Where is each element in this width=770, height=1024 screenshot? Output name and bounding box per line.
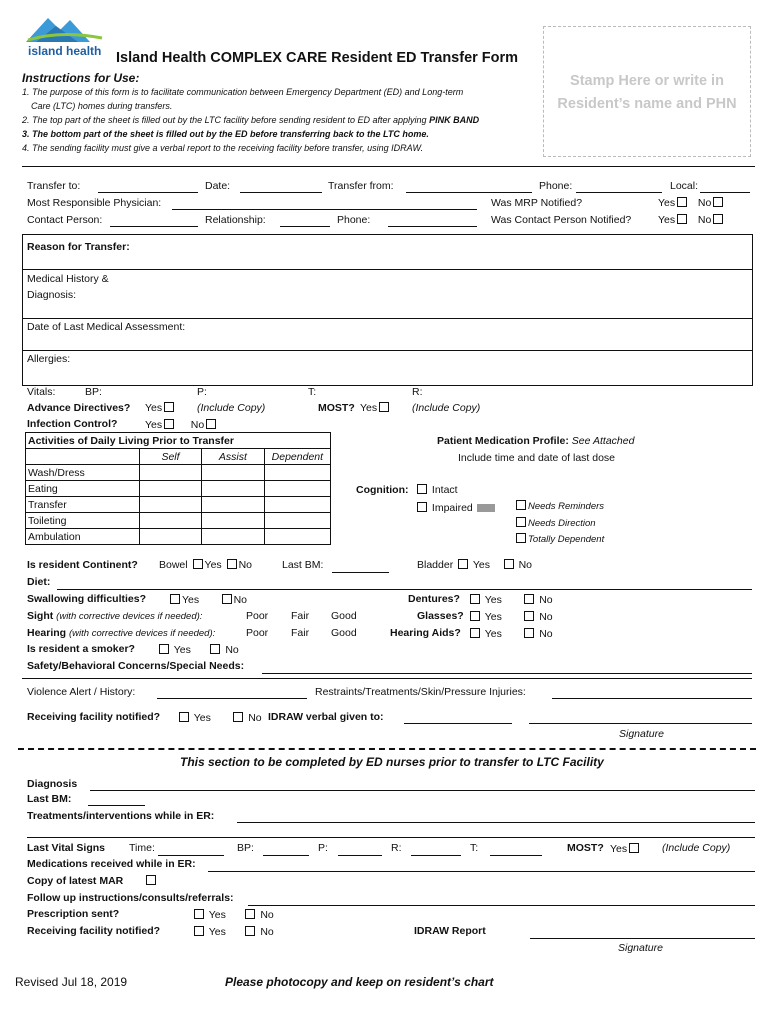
mrp-no-checkbox[interactable] <box>713 197 723 207</box>
vitals-bp-label: BP: <box>85 386 102 398</box>
instruction-1: 1. The purpose of this form is to facilitate communication between Emergency Department (ED) and Long-term <box>22 87 464 97</box>
smoker-options[interactable]: Yes No <box>157 644 239 656</box>
form-title: Island Health COMPLEX CARE Resident ED Transfer Form <box>116 50 519 66</box>
needs-direction[interactable]: Needs Direction <box>514 517 596 529</box>
sight-fair[interactable]: Fair <box>291 610 310 622</box>
ed-p-field[interactable] <box>338 855 382 856</box>
adl-cell[interactable] <box>140 497 202 513</box>
ed-most-include-copy: (Include Copy) <box>662 842 731 854</box>
violence-field[interactable] <box>157 698 307 699</box>
contact-notified-label: Was Contact Person Notified? <box>491 214 632 226</box>
ed-prescription-label: Prescription sent? <box>27 908 120 920</box>
ed-meds-field[interactable] <box>208 871 755 872</box>
ed-most-yes[interactable]: Yes <box>610 843 641 855</box>
stamp-area[interactable]: Stamp Here or write in Resident’s name and PHN <box>543 26 751 157</box>
aids-no-checkbox[interactable] <box>524 628 534 638</box>
transfer-from-field[interactable] <box>406 192 532 193</box>
violence-label: Violence Alert / History: <box>27 686 136 698</box>
hearing-fair[interactable]: Fair <box>291 627 310 639</box>
dentures-label: Dentures? <box>408 593 460 605</box>
swallowing-label: Swallowing difficulties? <box>27 593 147 605</box>
hearing-poor[interactable]: Poor <box>246 627 269 639</box>
dentures-yes-checkbox[interactable] <box>470 594 480 604</box>
bladder-no-checkbox[interactable] <box>504 559 514 569</box>
island-health-logo <box>26 14 106 58</box>
medical-history-label: Medical History & <box>27 273 109 285</box>
glasses-label: Glasses? <box>417 610 464 622</box>
adl-col-assist: Assist <box>202 449 265 465</box>
receiving-notified-label: Receiving facility notified? <box>27 711 161 723</box>
idraw-given-field[interactable] <box>404 723 512 724</box>
logo-text: island health <box>28 44 102 58</box>
diet-field[interactable] <box>57 589 752 590</box>
intact-checkbox[interactable] <box>417 484 427 494</box>
relationship-label: Relationship: <box>205 214 266 226</box>
bladder-yes-checkbox[interactable] <box>458 559 468 569</box>
ed-follow-up-label: Follow up instructions/consults/referrals: <box>27 892 234 904</box>
ed-receiving-no-checkbox[interactable] <box>245 926 255 936</box>
vitals-label: Vitals: <box>27 386 56 398</box>
relationship-field[interactable] <box>280 226 330 227</box>
divider-safety <box>22 678 752 679</box>
adl-cell[interactable] <box>202 529 265 545</box>
contact-notified-options[interactable]: Yes No <box>658 214 725 226</box>
advance-yes-checkbox[interactable] <box>164 402 174 412</box>
safety-label: Safety/Behavioral Concerns/Special Needs: <box>27 660 245 672</box>
adl-cell[interactable] <box>202 513 265 529</box>
mrp-field[interactable] <box>172 209 477 210</box>
prescription-yes-checkbox[interactable] <box>194 909 204 919</box>
instruction-4: 4. The sending facility must give a verbal report to the receiving facility before transfer, using IDRAW. <box>22 143 424 153</box>
advance-include-copy: (Include Copy) <box>197 402 266 414</box>
contact-no-checkbox[interactable] <box>713 214 723 224</box>
include-time-note: Include time and date of last dose <box>458 452 616 464</box>
date-label: Date: <box>205 180 231 192</box>
dependent-checkbox[interactable] <box>516 533 526 543</box>
reminders-checkbox[interactable] <box>516 500 526 510</box>
bowel-options[interactable]: Bowel Yes No <box>159 559 253 571</box>
diagnosis-label: Diagnosis: <box>27 289 77 301</box>
adl-cell[interactable] <box>140 529 202 545</box>
restraints-label: Restraints/Treatments/Skin/Pressure Injuries: <box>315 686 526 698</box>
bowel-no-checkbox[interactable] <box>227 559 237 569</box>
adl-cell[interactable] <box>140 465 202 481</box>
adl-cell[interactable] <box>140 481 202 497</box>
cognition-intact[interactable]: Intact <box>415 484 458 496</box>
mrp-label: Most Responsible Physician: <box>27 197 162 209</box>
cognition-label: Cognition: <box>356 484 409 496</box>
idraw-given-label: IDRAW verbal given to: <box>268 711 384 723</box>
most-include-copy: (Include Copy) <box>412 402 481 414</box>
impaired-checkbox[interactable] <box>417 502 427 512</box>
ed-last-bm-field[interactable] <box>88 805 145 806</box>
ed-bp-label: BP: <box>237 842 254 854</box>
header-divider <box>22 166 755 167</box>
ed-copy-mar-label[interactable]: Copy of latest MAR <box>27 875 158 887</box>
sight-label: Sight (with corrective devices if needed): <box>27 610 203 622</box>
receiving-notified-options[interactable]: Yes No <box>177 712 262 724</box>
ed-time-field[interactable] <box>158 855 224 856</box>
vitals-r-label: R: <box>412 386 423 398</box>
hearing-label: Hearing (with corrective devices if needed): <box>27 627 216 639</box>
adl-cell[interactable] <box>264 513 330 529</box>
ed-diagnosis-field[interactable] <box>90 790 755 791</box>
needs-reminders[interactable]: Needs Reminders <box>514 500 604 512</box>
swallow-yes-checkbox[interactable] <box>170 594 180 604</box>
mountain-logo-icon <box>26 14 106 46</box>
photocopy-note: Please photocopy and keep on resident’s chart <box>225 975 494 989</box>
ed-meds-label: Medications received while in ER: <box>27 858 196 870</box>
ed-p-label: P: <box>318 842 328 854</box>
ed-treatments-field[interactable] <box>237 822 755 823</box>
hearing-aids-options[interactable]: Yes No <box>468 628 553 640</box>
cut-line <box>18 748 756 750</box>
continent-label: Is resident Continent? <box>27 559 138 571</box>
infection-options[interactable]: Yes No <box>145 419 218 431</box>
ed-treatments-label: Treatments/interventions while in ER: <box>27 810 215 822</box>
last-assessment-label: Date of Last Medical Assessment: <box>27 321 186 333</box>
infection-yes-checkbox[interactable] <box>164 419 174 429</box>
reason-label: Reason for Transfer: <box>27 241 130 253</box>
date-field[interactable] <box>240 192 322 193</box>
ed-r-label: R: <box>391 842 402 854</box>
advance-directives-yes[interactable]: Yes <box>145 402 176 414</box>
instruction-2: 2. The top part of the sheet is filled out by the LTC facility before sending resident to ED after applying PINK BAND <box>22 115 480 125</box>
contact-phone-field[interactable] <box>388 226 477 227</box>
hearing-aids-label: Hearing Aids? <box>390 627 461 639</box>
receiving-no-checkbox[interactable] <box>233 712 243 722</box>
swallowing-options[interactable]: Yes No <box>168 594 247 606</box>
infection-control-label: Infection Control? <box>27 418 118 430</box>
most-yes[interactable]: Yes <box>360 402 391 414</box>
adl-cell[interactable] <box>264 497 330 513</box>
adl-row-label: Wash/Dress <box>26 465 140 481</box>
ed-last-vitals-label: Last Vital Signs <box>27 842 105 854</box>
adl-title: Activities of Daily Living Prior to Transfer <box>26 433 331 449</box>
vitals-t-label: T: <box>308 386 317 398</box>
ed-diagnosis-label: Diagnosis <box>27 778 78 790</box>
ed-bp-field[interactable] <box>263 855 309 856</box>
divider-assessment <box>22 350 752 351</box>
ed-receiving-yes-checkbox[interactable] <box>194 926 204 936</box>
ed-follow-up-field[interactable] <box>248 905 755 906</box>
instruction-3: 3. The bottom part of the sheet is filled out by the ED before transferring back to the LTC home. <box>22 129 429 139</box>
adl-cell[interactable] <box>264 529 330 545</box>
clinical-box <box>22 234 753 386</box>
instruction-1b: Care (LTC) homes during transfers. <box>31 101 173 111</box>
local-label: Local: <box>670 180 699 192</box>
bowel-yes-checkbox[interactable] <box>193 559 203 569</box>
contact-phone-label: Phone: <box>337 214 371 226</box>
adl-cell[interactable] <box>264 481 330 497</box>
transfer-to-field[interactable] <box>98 192 198 193</box>
copy-mar-checkbox[interactable] <box>146 875 156 885</box>
ed-signature-line[interactable] <box>530 938 755 939</box>
glasses-options[interactable]: Yes No <box>468 611 553 623</box>
adl-col-self: Self <box>140 449 202 465</box>
ed-time-label: Time: <box>129 842 155 854</box>
adl-cell[interactable] <box>202 465 265 481</box>
ed-section-title: This section to be completed by ED nurses prior to transfer to LTC Facility <box>180 755 604 769</box>
diet-label: Diet: <box>27 576 51 588</box>
contact-yes-checkbox[interactable] <box>677 214 687 224</box>
ed-idraw-report-label: IDRAW Report <box>414 925 486 937</box>
ed-most-label: MOST? <box>567 842 604 854</box>
prescription-no-checkbox[interactable] <box>245 909 255 919</box>
adl-col-dependent: Dependent <box>264 449 330 465</box>
mrp-notified-options[interactable]: Yes No <box>658 197 725 209</box>
mrp-yes-checkbox[interactable] <box>677 197 687 207</box>
ed-t-label: T: <box>470 842 479 854</box>
glasses-yes-checkbox[interactable] <box>470 611 480 621</box>
phone-label: Phone: <box>539 180 573 192</box>
divider-reason <box>22 269 752 270</box>
adl-cell[interactable] <box>202 497 265 513</box>
transfer-to-label: Transfer to: <box>27 180 81 192</box>
glasses-no-checkbox[interactable] <box>524 611 534 621</box>
receiving-yes-checkbox[interactable] <box>179 712 189 722</box>
restraints-field[interactable] <box>552 698 752 699</box>
contact-person-field[interactable] <box>110 226 198 227</box>
local-field[interactable] <box>700 192 750 193</box>
ed-prescription-options[interactable]: Yes No <box>192 909 274 921</box>
dentures-options[interactable]: Yes No <box>468 594 553 606</box>
mrp-notified-label: Was MRP Notified? <box>491 197 583 209</box>
ed-receiving-label: Receiving facility notified? <box>27 925 161 937</box>
phone-field[interactable] <box>576 192 662 193</box>
instructions-heading: Instructions for Use: <box>22 71 140 85</box>
contact-person-label: Contact Person: <box>27 214 103 226</box>
revised-date: Revised Jul 18, 2019 <box>15 975 128 989</box>
ed-last-bm-label: Last BM: <box>27 793 72 805</box>
cognition-impaired[interactable]: Impaired <box>415 502 499 514</box>
dentures-no-checkbox[interactable] <box>524 594 534 604</box>
adl-row-label: Eating <box>26 481 140 497</box>
vitals-p-label: P: <box>197 386 207 398</box>
arrow-right-icon <box>477 504 495 512</box>
adl-row-label: Transfer <box>26 497 140 513</box>
ed-treatments-field-2[interactable] <box>27 837 755 838</box>
ed-most-yes-checkbox[interactable] <box>629 843 639 853</box>
smoker-yes-checkbox[interactable] <box>159 644 169 654</box>
aids-yes-checkbox[interactable] <box>470 628 480 638</box>
adl-cell[interactable] <box>202 481 265 497</box>
totally-dependent[interactable]: Totally Dependent <box>514 533 604 545</box>
signature-line-top[interactable] <box>529 723 752 724</box>
adl-blank-header <box>26 449 140 465</box>
safety-field[interactable] <box>262 673 752 674</box>
adl-cell[interactable] <box>140 513 202 529</box>
allergies-label: Allergies: <box>27 353 71 365</box>
hearing-good[interactable]: Good <box>331 627 357 639</box>
most-yes-checkbox[interactable] <box>379 402 389 412</box>
divider-history <box>22 318 752 319</box>
sight-poor[interactable]: Poor <box>246 610 269 622</box>
signature-label-top: Signature <box>619 728 664 740</box>
last-bm-field[interactable] <box>332 572 389 573</box>
transfer-from-label: Transfer from: <box>328 180 394 192</box>
sight-good[interactable]: Good <box>331 610 357 622</box>
adl-table <box>25 432 331 545</box>
adl-row-label: Toileting <box>26 513 140 529</box>
ed-receiving-options[interactable]: Yes No <box>192 926 274 938</box>
smoker-no-checkbox[interactable] <box>210 644 220 654</box>
ed-r-field[interactable] <box>411 855 461 856</box>
infection-no-checkbox[interactable] <box>206 419 216 429</box>
smoker-label: Is resident a smoker? <box>27 643 135 655</box>
ed-signature-label: Signature <box>618 942 663 954</box>
med-profile: Patient Medication Profile: See Attached <box>437 435 635 447</box>
bladder-options[interactable]: Bladder Yes No <box>417 559 533 571</box>
adl-cell[interactable] <box>264 465 330 481</box>
ed-t-field[interactable] <box>490 855 542 856</box>
most-label: MOST? <box>318 402 355 414</box>
direction-checkbox[interactable] <box>516 517 526 527</box>
adl-row-label: Ambulation <box>26 529 140 545</box>
last-bm-label: Last BM: <box>282 559 324 571</box>
swallow-no-checkbox[interactable] <box>222 594 232 604</box>
advance-directives-label: Advance Directives? <box>27 402 131 414</box>
